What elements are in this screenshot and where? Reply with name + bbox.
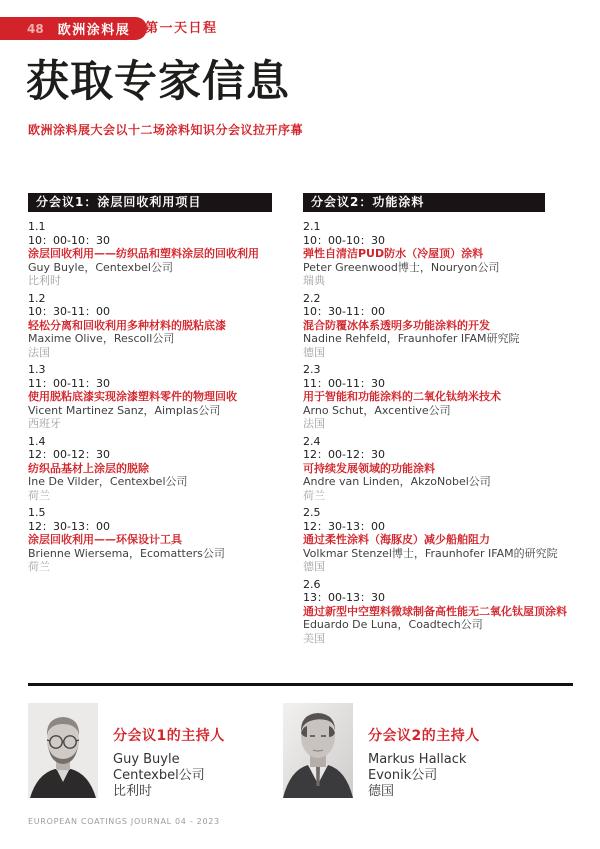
session-1-items [28, 220, 278, 574]
item-time: 12：30-13：00 [28, 519, 110, 533]
item-title: 可持续发展领域的功能涂料 [303, 461, 435, 475]
page-header-pill [0, 17, 147, 40]
item-country: 瑞典 [303, 274, 325, 287]
section-title: 欧洲涂料展 [57, 23, 131, 38]
moderator-2-company: Evonik公司 [368, 768, 438, 783]
moderator-2-photo [283, 703, 353, 798]
item-speaker: Vicent Martinez Sanz，Aimplas公司 [28, 403, 221, 417]
item-country: 西班牙 [28, 417, 61, 430]
item-speaker: Andre van Linden，AkzoNobel公司 [303, 475, 491, 488]
item-number: 1.5 [28, 506, 46, 519]
item-title: 轻松分离和回收利用多种材料的脱粘底漆 [28, 318, 226, 332]
item-speaker: Peter Greenwood博士，Nouryon公司 [303, 260, 500, 274]
item-number: 2.5 [303, 506, 321, 519]
item-time: 12：00-12：30 [303, 448, 385, 461]
journal-footer: EUROPEAN COATINGS JOURNAL 04 - 2023 [28, 817, 220, 826]
item-country: 法国 [28, 345, 50, 359]
item-speaker: Guy Buyle，Centexbel公司 [28, 260, 173, 274]
item-title: 纺织品基材上涂层的脱除 [28, 461, 149, 475]
item-number: 2.6 [303, 577, 321, 591]
session-1-column [28, 193, 278, 578]
item-title: 混合防覆冰体系透明多功能涂料的开发 [303, 318, 490, 332]
item-number: 1.1 [28, 220, 46, 233]
session-2-header: 分会议2：功能涂料 [303, 193, 545, 212]
item-time: 13：00-13：30 [303, 591, 385, 604]
session-item-2-2 [303, 292, 578, 360]
item-country: 荷兰 [303, 488, 325, 502]
item-time: 10：30-11：00 [28, 305, 110, 318]
session-item-1-4 [28, 435, 278, 503]
portrait-man-suit-icon [283, 703, 353, 798]
item-country: 德国 [303, 560, 325, 573]
item-number: 2.2 [303, 291, 321, 305]
item-title: 通过柔性涂料（海豚皮）减少船舶阻力 [303, 533, 490, 546]
item-speaker: Maxime Olive，Rescoll公司 [28, 332, 175, 345]
item-time: 12：30-13：00 [303, 519, 385, 533]
session-item-1-5 [28, 506, 278, 574]
item-number: 1.3 [28, 363, 46, 376]
page-subtitle: 欧洲涂料展大会以十二场涂料知识分会议拉开序幕 [28, 123, 304, 137]
item-title: 通过新型中空塑料微球制备高性能无二氧化钛屋顶涂料 [303, 604, 567, 618]
item-speaker: Nadine Rehfeld，Fraunhofer IFAM研究院 [303, 332, 520, 345]
item-speaker: Volkmar Stenzel博士，Fraunhofer IFAM的研究院 [303, 546, 558, 560]
item-country: 美国 [303, 631, 325, 645]
moderator-2-name: Markus Hallack [368, 752, 467, 767]
item-time: 11：00-11：30 [303, 376, 385, 390]
moderator-1-photo [28, 703, 98, 798]
session-2-items [303, 220, 578, 645]
item-number: 2.1 [303, 220, 321, 233]
portrait-man-glasses-beard-icon [28, 703, 98, 798]
moderator-2-heading: 分会议2的主持人 [368, 728, 480, 744]
page-title: 获取专家信息 [26, 57, 290, 107]
moderator-1-name: Guy Buyle [113, 752, 180, 767]
session-item-1-2 [28, 292, 278, 360]
item-time: 10：00-10：30 [28, 233, 110, 247]
session-item-1-3 [28, 363, 278, 431]
session-item-1-1 [28, 220, 278, 288]
item-title: 使用脱粘底漆实现涂漆塑料零件的物理回收 [28, 390, 237, 403]
moderator-2-country: 德国 [368, 784, 395, 799]
item-number: 2.3 [303, 363, 321, 376]
item-country: 法国 [303, 417, 325, 430]
session-item-2-4 [303, 435, 578, 503]
day-label: 第一天日程 [145, 21, 218, 36]
item-time: 12：00-12：30 [28, 448, 110, 461]
item-country: 荷兰 [28, 488, 50, 502]
session-item-2-6 [303, 578, 578, 646]
item-number: 1.4 [28, 434, 46, 448]
item-country: 荷兰 [28, 560, 50, 573]
item-speaker: Eduardo De Luna，Coadtech公司 [303, 618, 483, 631]
section-divider-rule [28, 683, 573, 686]
moderator-2-info [368, 703, 480, 800]
session-item-2-1 [303, 220, 578, 288]
session-item-2-5 [303, 506, 578, 574]
moderator-1-company: Centexbel公司 [113, 768, 205, 783]
item-speaker: Ine De Vilder，Centexbel公司 [28, 475, 188, 488]
page-number: 48 [27, 21, 44, 36]
moderator-1-country: 比利时 [113, 784, 153, 799]
moderator-1-info [113, 703, 225, 800]
item-speaker: Brienne Wiersema，Ecomatters公司 [28, 546, 225, 560]
moderator-card-2 [283, 703, 480, 800]
item-time: 10：30-11：00 [303, 305, 385, 318]
item-time: 11：00-11：30 [28, 376, 110, 390]
moderator-card-1 [28, 703, 225, 800]
item-country: 德国 [303, 345, 325, 359]
item-title: 弹性自清洁PUD防水（冷屋顶）涂料 [303, 247, 484, 260]
session-item-2-3 [303, 363, 578, 431]
moderator-1-heading: 分会议1的主持人 [113, 728, 225, 744]
item-country: 比利时 [28, 274, 61, 287]
item-title: 用于智能和功能涂料的二氧化钛纳米技术 [303, 390, 501, 403]
item-number: 2.4 [303, 434, 321, 448]
item-title: 涂层回收利用——环保设计工具 [28, 533, 182, 546]
item-time: 10：00-10：30 [303, 233, 385, 247]
session-2-column [303, 193, 578, 649]
item-speaker: Arno Schut，Axcentive公司 [303, 403, 451, 417]
session-1-header: 分会议1：涂层回收利用项目 [28, 193, 272, 212]
item-number: 1.2 [28, 291, 46, 305]
item-title: 涂层回收利用——纺织品和塑料涂层的回收利用 [28, 247, 259, 260]
